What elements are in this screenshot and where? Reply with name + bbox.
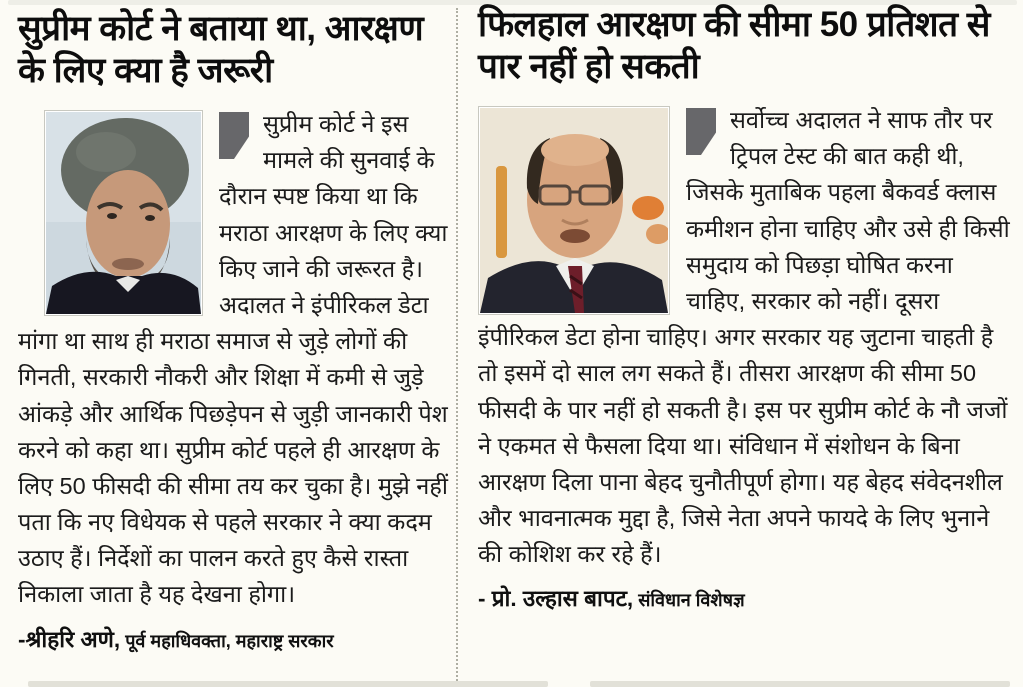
article-right-body-text: सर्वोच्च अदालत ने साफ तौर पर ट्रिपल टेस्ट की बात कही थी, जिसके मुताबिक पहला बैकवर्ड क्लास कमीशन होना चाहिए और उसे ही किसी समुदाय को पिछड़ा घोषित करना चाहिए, सरकार को नहीं। दूसरा इंपीरिकल डेटा होना चाहिए। अगर सरकार यह जुटाना चाहती है तो इसमें दो साल लग सकते हैं। तीसरा आरक्षण की सीमा 50 फीसदी के पार नहीं हो सकती है। इस पर सुप्रीम कोर्ट के नौ जजों ने एकमत से फैसला दिया था। संविधान में संशोधन के बिना आरक्षण दिला पाना बेहद चुनौतीपूर्ण होगा। यह बेहद संवेदनशील और भावनात्मक मुद्दा है, जिसे नेता अपने फायदे के लिए भुनाने की कोशिश कर रहे हैं।: [478, 107, 1010, 568]
article-left-attribution: [18, 623, 450, 654]
pull-quote-icon: [686, 108, 716, 155]
portrait-photo-right: [478, 106, 670, 315]
article-right-body: [478, 102, 1015, 572]
column-divider: [456, 8, 458, 681]
article-right-headline: फिलहाल आरक्षण की सीमा 50 प्रतिशत से पार नहीं हो सकती: [478, 5, 990, 86]
portrait-photo-left: [44, 110, 203, 316]
bottom-edge-artifact-left: [28, 681, 548, 687]
attribution-role: पूर्व महाधिवक्ता, महाराष्ट्र सरकार: [120, 630, 334, 651]
attribution-name: -श्रीहरि अणे,: [18, 626, 121, 652]
portrait-illustration-right: [480, 108, 668, 313]
article-left-headline: सुप्रीम कोर्ट ने बताया था, आरक्षण के लिए क्या है जरूरी: [18, 9, 424, 90]
portrait-illustration-left: [46, 112, 201, 314]
attribution-name: - प्रो. उल्हास बापट,: [478, 586, 634, 612]
article-left-body: [18, 106, 450, 613]
article-left: [18, 8, 450, 654]
article-left-body-text: सुप्रीम कोर्ट ने इस मामले की सुनवाई के दौरान स्पष्ट किया था कि मराठा आरक्षण के लिए क्या किए जाने की जरूरत है। अदालत ने इंपीरिकल डेटा मांगा था साथ ही मराठा समाज से जुड़े लोगों की गिनती, सरकारी नौकरी और शिक्षा में कमी से जुड़े आंकड़े और आर्थिक पिछड़ेपन से जुड़ी जानकारी पेश करने को कहा था। सुप्रीम कोर्ट पहले ही आरक्षण के लिए 50 फीसदी की सीमा तय कर चुका है। मुझे नहीं पता कि नए विधेयक से पहले सरकार ने क्या कदम उठाए हैं। निर्देशों का पालन करते हुए कैसे रास्ता निकाला जाता है यह देखना होगा।: [18, 111, 448, 608]
article-right: [478, 5, 1015, 613]
bottom-edge-artifact-right: [590, 681, 1010, 687]
attribution-role: संविधान विशेषज्ञ: [633, 590, 745, 611]
article-right-attribution: [478, 582, 1015, 613]
pull-quote-icon: [219, 112, 249, 159]
